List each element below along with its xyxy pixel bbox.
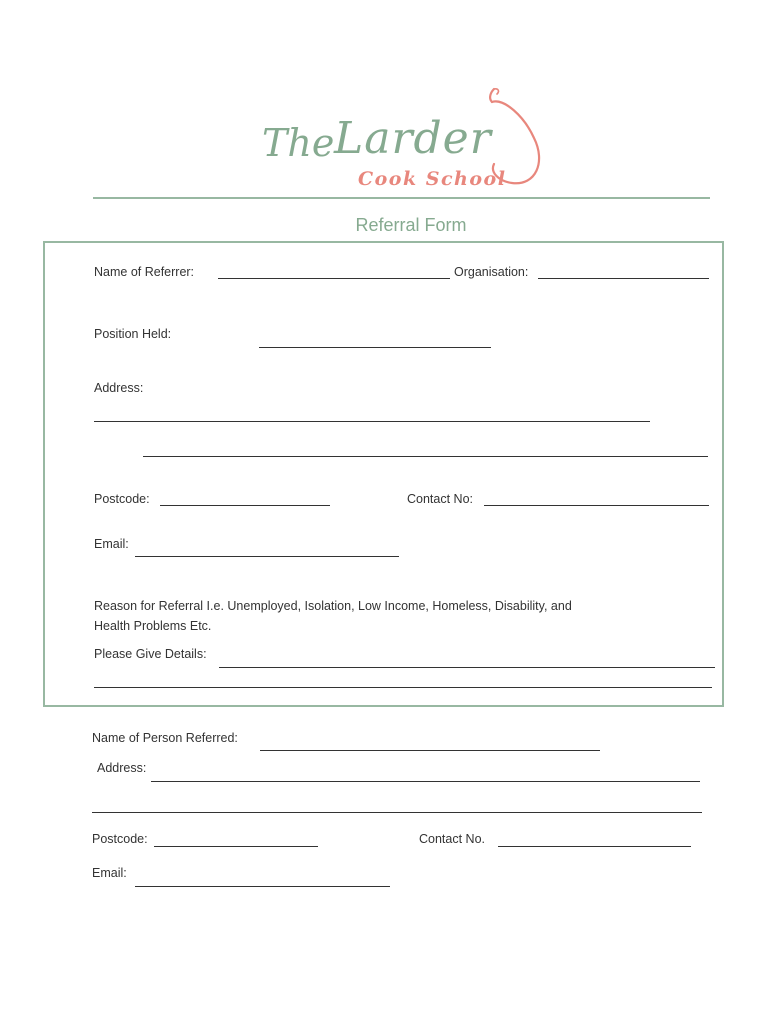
position-held-label: Position Held: (94, 327, 172, 341)
logo-larder-text: Larder (334, 113, 492, 164)
referrer-postcode-label: Postcode: (94, 492, 150, 506)
referrer-contact-label: Contact No: (407, 492, 474, 506)
reason-text-line-2: Health Problems Etc. (94, 619, 212, 633)
referrer-contact-field[interactable] (484, 505, 709, 506)
logo-subtitle: Cook School (358, 168, 507, 190)
details-line-2[interactable] (94, 687, 712, 688)
referrer-name-label: Name of Referrer: (94, 265, 195, 279)
referred-name-label: Name of Person Referred: (92, 731, 238, 745)
header-divider (93, 197, 710, 199)
details-label: Please Give Details: (94, 647, 207, 661)
referred-postcode-label: Postcode: (92, 832, 148, 846)
organisation-label: Organisation: (454, 265, 529, 279)
position-held-field[interactable] (259, 347, 491, 348)
referred-address-line-2[interactable] (92, 812, 702, 813)
referrer-name-field[interactable] (218, 278, 450, 279)
referred-email-field[interactable] (135, 886, 390, 887)
referrer-email-label: Email: (94, 537, 129, 551)
referrer-postcode-field[interactable] (160, 505, 330, 506)
referred-address-line-1[interactable] (151, 781, 700, 782)
organisation-field[interactable] (538, 278, 709, 279)
referrer-address-label: Address: (94, 381, 144, 395)
referrer-section (43, 241, 724, 707)
referred-name-field[interactable] (260, 750, 600, 751)
page-title: Referral Form (355, 215, 467, 235)
logo-the-text: The (262, 121, 335, 165)
referrer-address-line-2[interactable] (143, 456, 708, 457)
referrer-email-field[interactable] (135, 556, 399, 557)
reason-text-line-1: Reason for Referral I.e. Unemployed, Isolation, Low Income, Homeless, Disability, and (94, 599, 572, 613)
details-line-1[interactable] (219, 667, 715, 668)
referred-email-label: Email: (92, 866, 127, 880)
referred-contact-label: Contact No. (419, 832, 486, 846)
referred-address-label: Address: (97, 761, 147, 775)
referred-postcode-field[interactable] (154, 846, 318, 847)
referrer-address-line-1[interactable] (94, 421, 650, 422)
referred-contact-field[interactable] (498, 846, 691, 847)
